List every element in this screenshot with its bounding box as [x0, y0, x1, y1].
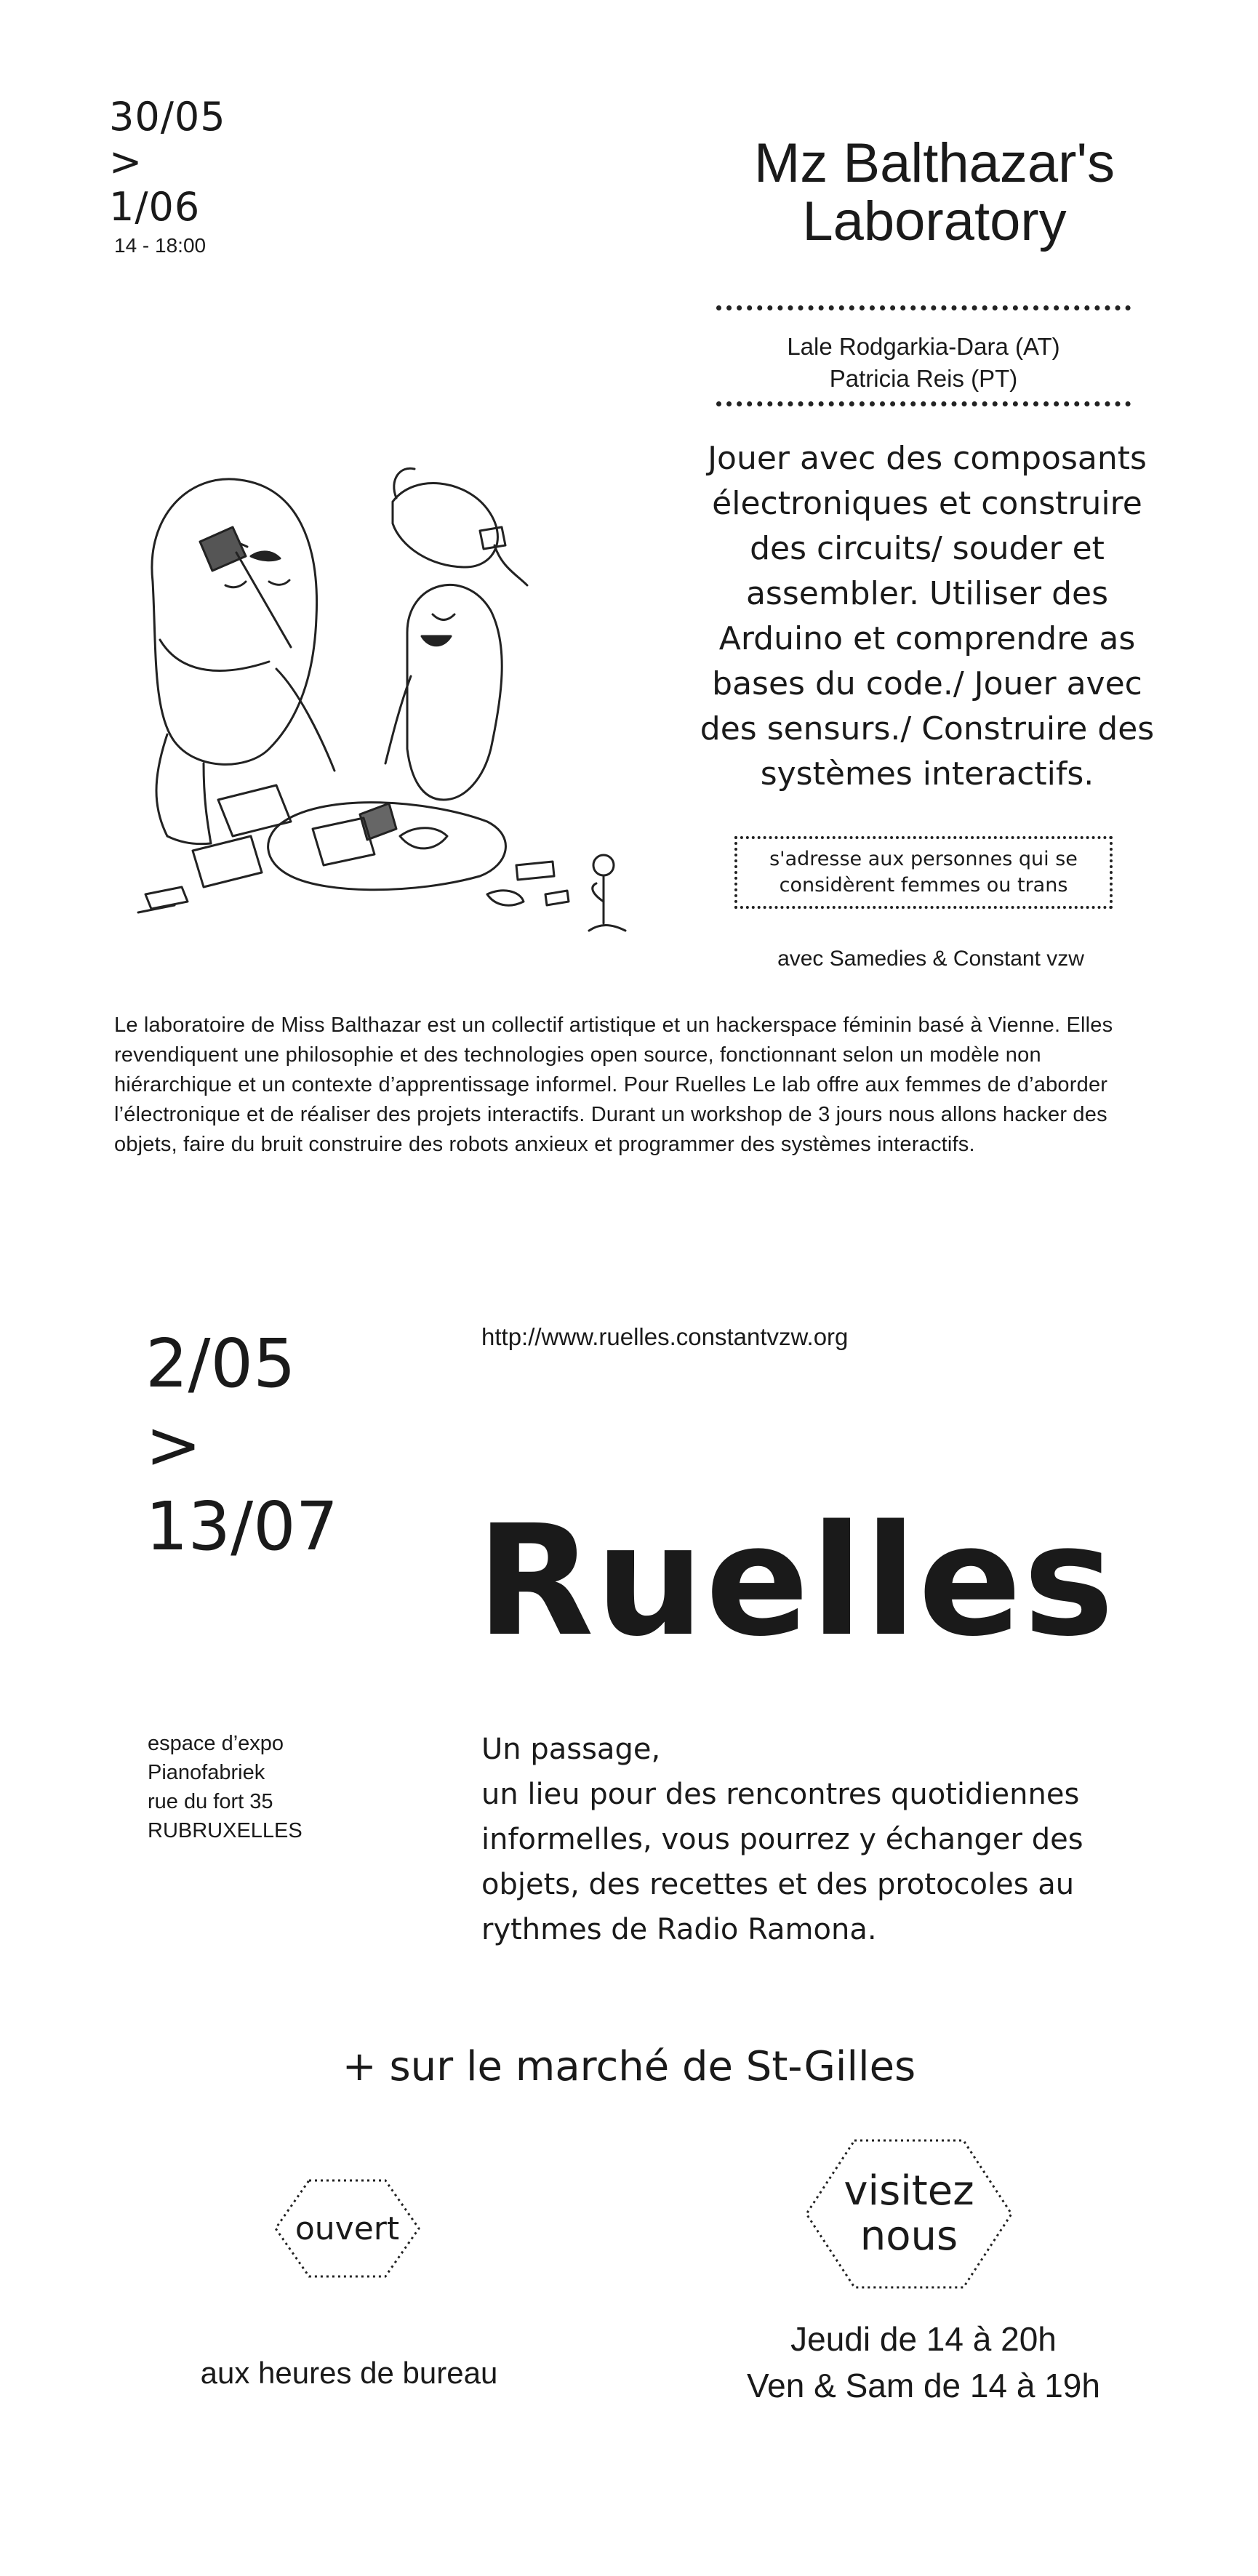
market-note: + sur le marché de St-Gilles: [342, 2043, 916, 2090]
venue-line-1: espace d’expo: [148, 1732, 284, 1755]
hours-thursday: Jeudi de 14 à 20h: [790, 2320, 1057, 2358]
visit-badge-line1: visitez: [844, 2167, 974, 2215]
intro-line-3: informelles, vous pourrez y échanger des: [481, 1823, 1083, 1856]
hours-fri-sat: Ven & Sam de 14 à 19h: [747, 2367, 1100, 2404]
workshop-date-arrow: >: [109, 139, 143, 185]
open-badge: [273, 2178, 422, 2279]
workshop-title-line1: Mz Balthazar's: [753, 132, 1115, 194]
venue-line-3: rue du fort 35: [148, 1790, 273, 1813]
audience-notice-text: s'adresse aux personnes qui se considèrent femmes ou trans: [769, 848, 1078, 896]
workshop-illustration: [124, 458, 647, 967]
intro-line-1: Un passage,: [481, 1733, 661, 1766]
event-intro: [481, 1727, 1107, 1952]
venue-line-2: Pianofabriek: [148, 1761, 265, 1784]
workshop-date-start: 30/05: [109, 94, 226, 140]
season-dates: [145, 1323, 338, 1568]
audience-notice: [734, 836, 1113, 909]
workshop-description: Jouer avec des composants électroniques et construire des circuits/ souder et assembler. Utiliser des Arduino et comprendre as bases du code./ Jouer avec des sensurs./ Construire des systèmes interactifs.: [700, 440, 1155, 793]
dotted-divider-bottom: [716, 401, 1131, 406]
intro-line-4: objets, des recettes et des protocoles au: [481, 1868, 1075, 1901]
event-title: Ruelles: [476, 1492, 1116, 1670]
artist-1: Lale Rodgarkia-Dara (AT): [787, 333, 1060, 360]
open-badge-label: ouvert: [295, 2210, 400, 2247]
visit-badge: [804, 2138, 1014, 2290]
opening-hours: [684, 2316, 1163, 2409]
artist-2: Patricia Reis (PT): [829, 365, 1018, 392]
workshop-time: 14 - 18:00: [114, 234, 207, 257]
workshop-paragraph: Le laboratoire de Miss Balthazar est un collectif artistique et un hackerspace féminin basé à Vienne. Elles revendiquent une philosophie et des technologies open source, fonctionnant selon un modèle non hiérarchique et un contexte d’apprentissage informel. Pour Ruelles Le lab offre aux femmes de d’aborder l’électronique et de réaliser des projets interactifs. Durant un workshop de 3 jours nous allons hacker des objets, faire du bruit construire des robots anxieux et programmer des systèmes interactifs.: [114, 1014, 1113, 1156]
venue-line-4: RUBRUXELLES: [148, 1819, 303, 1842]
season-date-end: 13/07: [145, 1488, 339, 1565]
visit-badge-line2: nous: [860, 2212, 958, 2260]
office-hours: aux heures de bureau: [200, 2356, 498, 2390]
visit-badge-label: [844, 2169, 974, 2259]
dotted-divider-top: [716, 305, 1131, 310]
partners: avec Samedies & Constant vzw: [777, 947, 1084, 971]
artists: [698, 331, 1149, 395]
season-date-start: 2/05: [145, 1325, 296, 1403]
season-date-arrow: >: [145, 1406, 202, 1484]
workshop-title-line2: Laboratory: [802, 190, 1067, 252]
workshop-title: [698, 132, 1171, 252]
website-link[interactable]: http://www.ruelles.constantvzw.org: [481, 1323, 849, 1350]
workshop-date-end: 1/06: [109, 184, 201, 230]
workshop-dates: [109, 95, 226, 230]
venue-address: [148, 1729, 303, 1845]
intro-line-5: rythmes de Radio Ramona.: [481, 1913, 877, 1946]
intro-line-2: un lieu pour des rencontres quotidiennes: [481, 1778, 1080, 1811]
